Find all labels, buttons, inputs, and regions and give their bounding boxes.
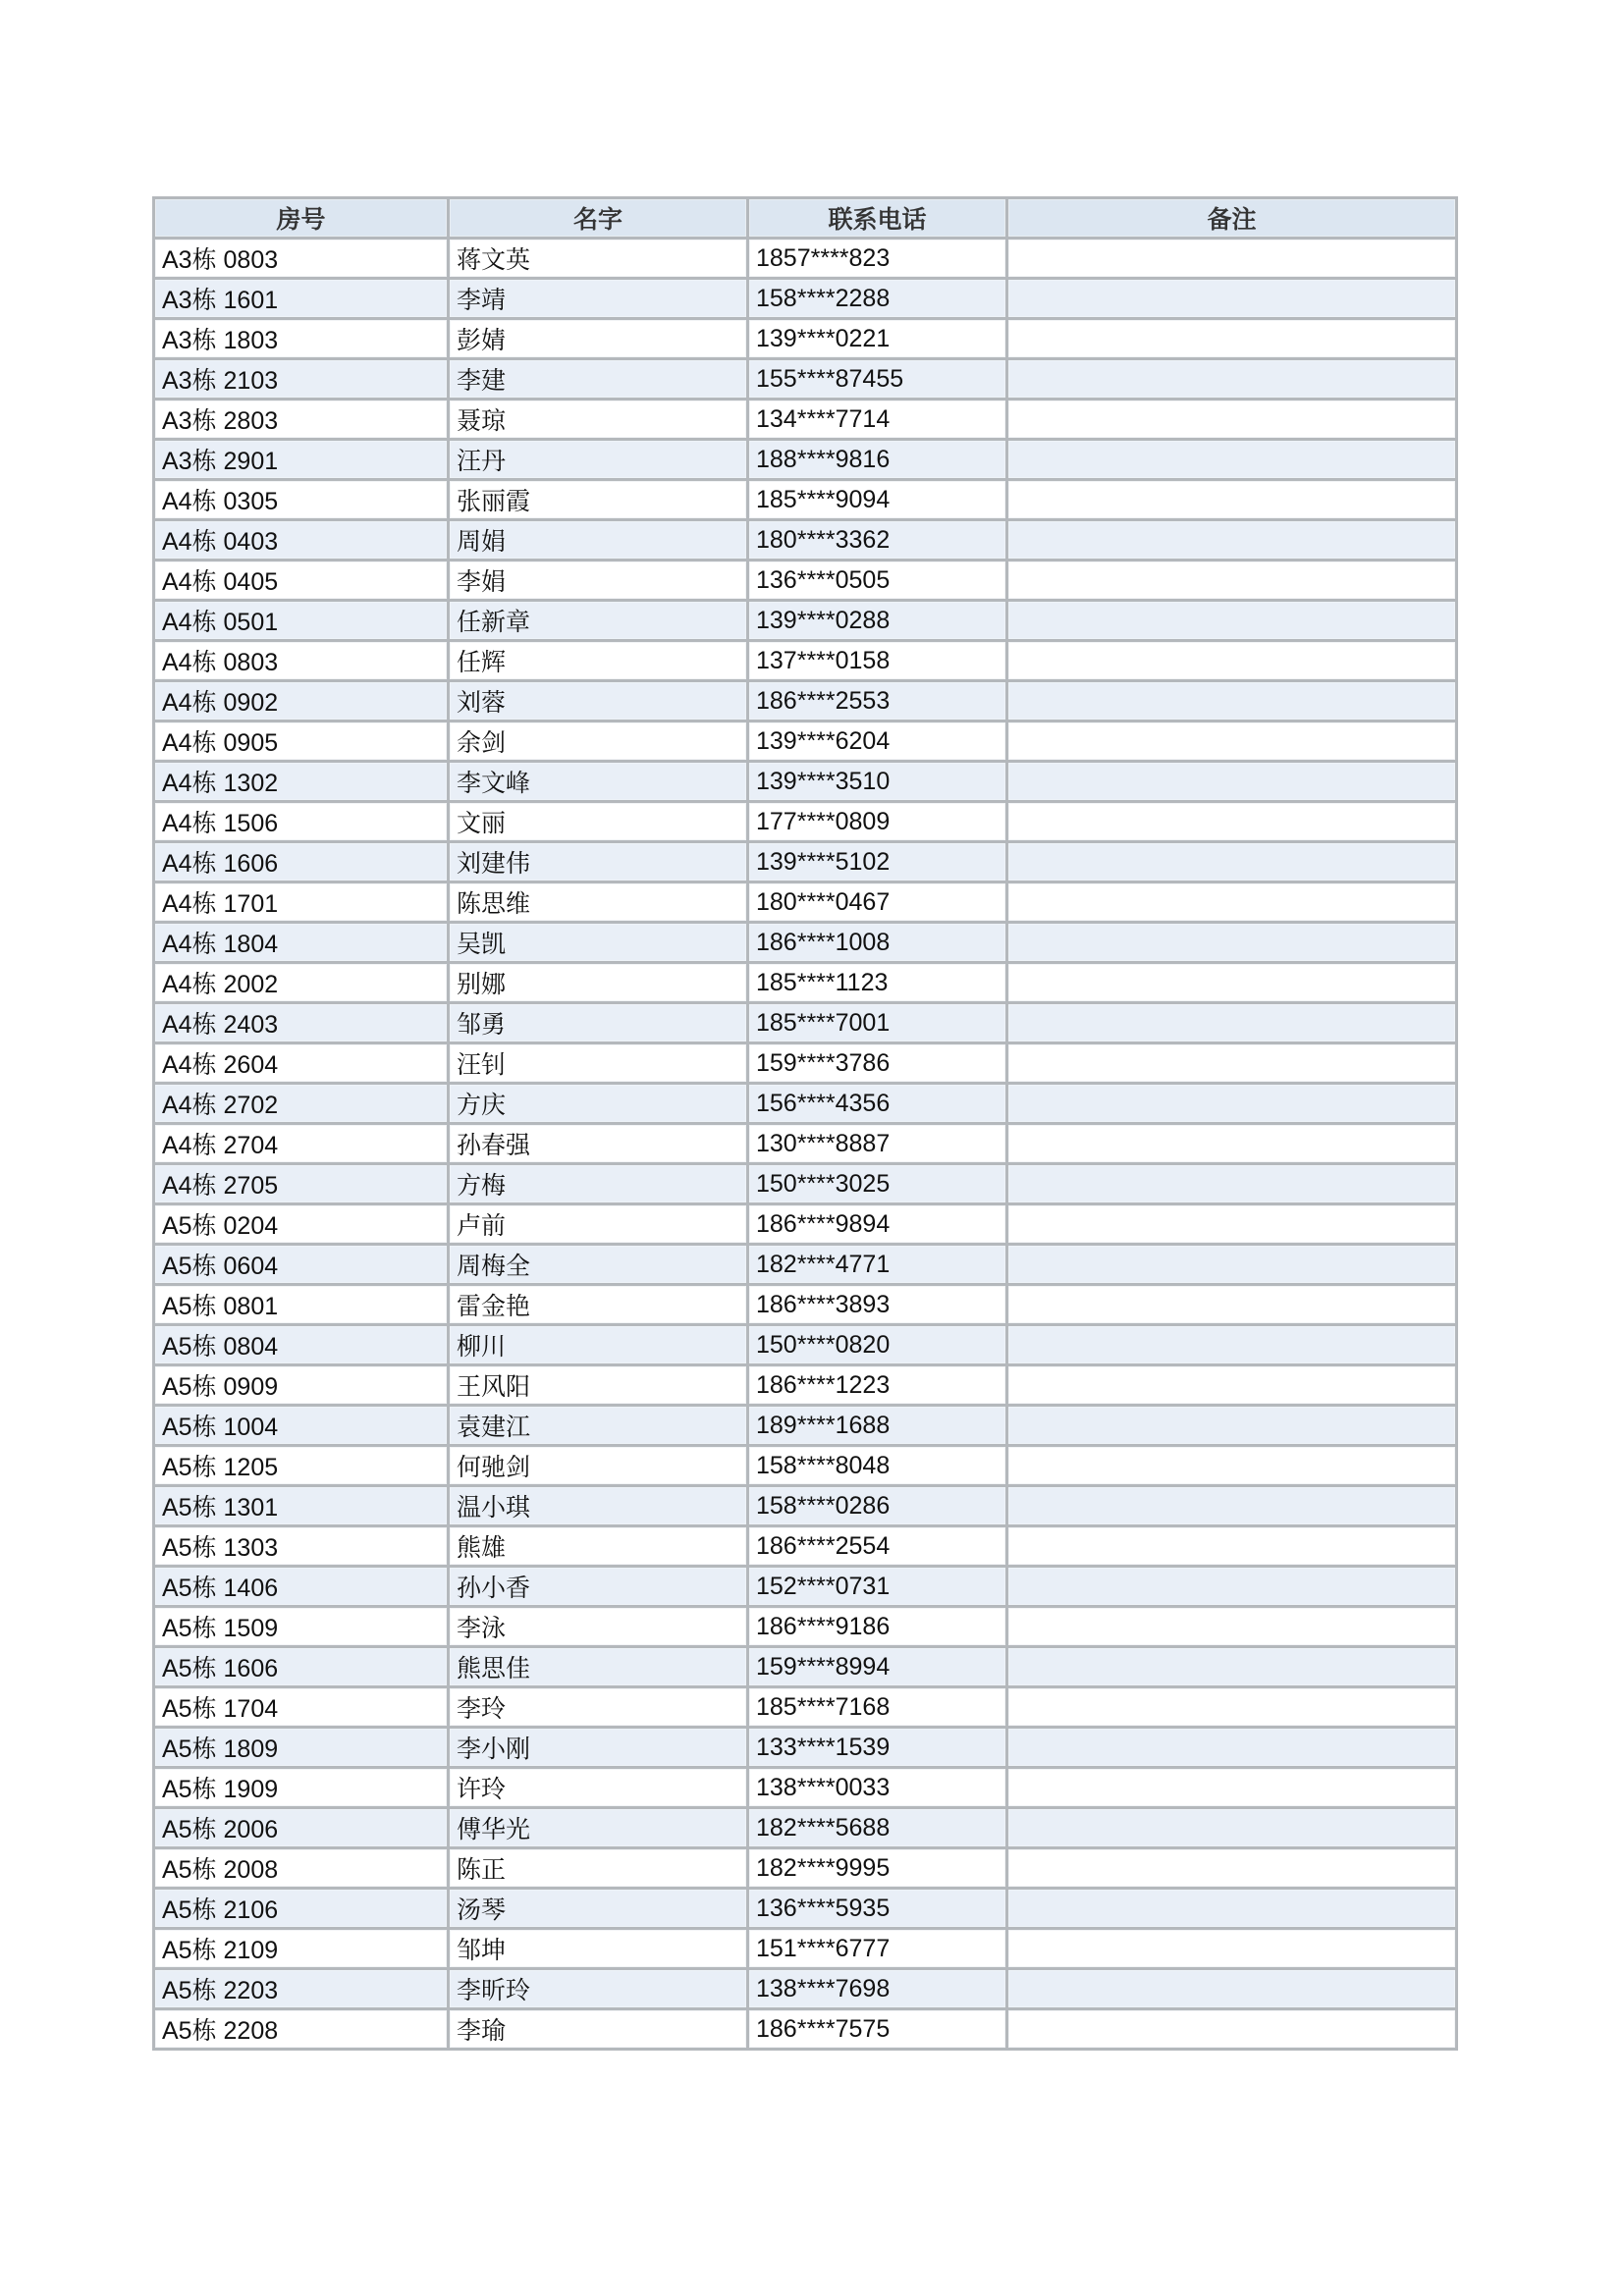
cell-phone: 182****4771 [749,1246,1005,1283]
table-row [155,280,1455,317]
cell-room: A5栋 0909 [155,1366,447,1404]
cell-note [1008,1487,1455,1524]
column-header-room: 房号 [155,199,447,237]
cell-name: 邹坤 [450,1930,746,1967]
cell-name: 邹勇 [450,1004,746,1041]
cell-name: 吴凯 [450,924,746,961]
cell-room: A4栋 0403 [155,521,447,559]
table-row [155,521,1455,559]
cell-room: A5栋 0204 [155,1205,447,1243]
cell-name: 张丽霞 [450,481,746,518]
cell-room: A5栋 1004 [155,1407,447,1444]
table-row [155,1044,1455,1082]
table-row [155,1608,1455,1645]
cell-room: A4栋 0305 [155,481,447,518]
cell-note [1008,400,1455,438]
cell-name: 刘建伟 [450,843,746,881]
cell-room: A5栋 1909 [155,1769,447,1806]
column-header-name: 名字 [450,199,746,237]
cell-phone: 188****9816 [749,441,1005,478]
cell-name: 陈正 [450,1849,746,1887]
cell-note [1008,924,1455,961]
table-row [155,1970,1455,2007]
cell-room: A5栋 1205 [155,1447,447,1484]
cell-name: 余剑 [450,722,746,760]
cell-name: 蒋文英 [450,240,746,277]
table-row [155,1729,1455,1766]
cell-room: A4栋 2403 [155,1004,447,1041]
cell-room: A3栋 1601 [155,280,447,317]
table-row [155,1326,1455,1363]
table-row [155,722,1455,760]
cell-phone: 159****3786 [749,1044,1005,1082]
resident-contact-table [152,196,1458,2051]
cell-phone: 186****2554 [749,1527,1005,1565]
cell-note [1008,320,1455,357]
cell-phone: 139****0288 [749,602,1005,639]
cell-phone: 180****0467 [749,883,1005,921]
cell-room: A5栋 0801 [155,1286,447,1323]
cell-name: 李文峰 [450,763,746,800]
cell-name: 温小琪 [450,1487,746,1524]
cell-name: 别娜 [450,964,746,1001]
cell-phone: 158****8048 [749,1447,1005,1484]
table-row [155,1930,1455,1967]
table-row [155,1407,1455,1444]
cell-note [1008,642,1455,679]
cell-phone: 180****3362 [749,521,1005,559]
cell-room: A3栋 1803 [155,320,447,357]
cell-room: A5栋 1303 [155,1527,447,1565]
cell-room: A5栋 2203 [155,1970,447,2007]
table-row [155,1487,1455,1524]
cell-room: A4栋 0803 [155,642,447,679]
table-row [155,1849,1455,1887]
cell-phone: 185****7168 [749,1688,1005,1726]
cell-phone: 158****0286 [749,1487,1005,1524]
cell-phone: 138****7698 [749,1970,1005,2007]
cell-name: 周梅全 [450,1246,746,1283]
table-row [155,2010,1455,2048]
column-header-phone: 联系电话 [749,199,1005,237]
table-row [155,1527,1455,1565]
cell-name: 何驰剑 [450,1447,746,1484]
cell-room: A4栋 0405 [155,561,447,599]
cell-name: 李靖 [450,280,746,317]
cell-note [1008,1688,1455,1726]
cell-note [1008,1044,1455,1082]
cell-note [1008,843,1455,881]
cell-room: A5栋 2106 [155,1890,447,1927]
cell-name: 周娟 [450,521,746,559]
cell-note [1008,360,1455,398]
cell-name: 李泳 [450,1608,746,1645]
cell-phone: 133****1539 [749,1729,1005,1766]
cell-note [1008,481,1455,518]
table-row [155,1366,1455,1404]
cell-note [1008,2010,1455,2048]
cell-note [1008,1004,1455,1041]
cell-phone: 185****1123 [749,964,1005,1001]
column-header-note: 备注 [1008,199,1455,237]
cell-note [1008,1769,1455,1806]
cell-phone: 177****0809 [749,803,1005,840]
cell-name: 熊思佳 [450,1648,746,1685]
cell-phone: 151****6777 [749,1930,1005,1967]
cell-name: 李建 [450,360,746,398]
cell-phone: 150****3025 [749,1165,1005,1202]
cell-phone: 139****0221 [749,320,1005,357]
cell-phone: 136****5935 [749,1890,1005,1927]
cell-name: 文丽 [450,803,746,840]
cell-note [1008,1205,1455,1243]
cell-name: 卢前 [450,1205,746,1243]
cell-note [1008,722,1455,760]
cell-phone: 155****87455 [749,360,1005,398]
cell-room: A4栋 0902 [155,682,447,720]
cell-room: A4栋 0501 [155,602,447,639]
cell-phone: 130****8887 [749,1125,1005,1162]
cell-name: 汤琴 [450,1890,746,1927]
cell-note [1008,280,1455,317]
cell-room: A3栋 0803 [155,240,447,277]
cell-room: A5栋 1704 [155,1688,447,1726]
cell-name: 傅华光 [450,1809,746,1846]
cell-phone: 134****7714 [749,400,1005,438]
cell-name: 王风阳 [450,1366,746,1404]
cell-room: A4栋 0905 [155,722,447,760]
table-row [155,561,1455,599]
cell-note [1008,1809,1455,1846]
cell-name: 聂琼 [450,400,746,438]
cell-phone: 186****9894 [749,1205,1005,1243]
cell-name: 方梅 [450,1165,746,1202]
cell-name: 任新章 [450,602,746,639]
cell-name: 李娟 [450,561,746,599]
cell-name: 孙春强 [450,1125,746,1162]
table-row [155,883,1455,921]
cell-note [1008,441,1455,478]
cell-note [1008,1165,1455,1202]
cell-phone: 186****1223 [749,1366,1005,1404]
cell-name: 雷金艳 [450,1286,746,1323]
cell-name: 李昕玲 [450,1970,746,2007]
cell-name: 柳川 [450,1326,746,1363]
cell-note [1008,1648,1455,1685]
table-row [155,1246,1455,1283]
cell-room: A4栋 2702 [155,1085,447,1122]
cell-phone: 152****0731 [749,1568,1005,1605]
cell-phone: 185****9094 [749,481,1005,518]
table-row [155,481,1455,518]
cell-phone: 1857****823 [749,240,1005,277]
cell-name: 袁建江 [450,1407,746,1444]
table-row [155,964,1455,1001]
cell-room: A3栋 2103 [155,360,447,398]
cell-name: 李小刚 [450,1729,746,1766]
table-row [155,1447,1455,1484]
cell-phone: 186****9186 [749,1608,1005,1645]
cell-phone: 139****5102 [749,843,1005,881]
cell-room: A3栋 2901 [155,441,447,478]
table-row [155,763,1455,800]
cell-note [1008,1085,1455,1122]
cell-room: A4栋 2002 [155,964,447,1001]
cell-note [1008,1125,1455,1162]
table-row [155,320,1455,357]
table-row [155,441,1455,478]
cell-phone: 139****6204 [749,722,1005,760]
cell-room: A5栋 2008 [155,1849,447,1887]
cell-room: A5栋 1301 [155,1487,447,1524]
table-body [155,240,1455,2048]
cell-room: A4栋 1506 [155,803,447,840]
header-row [155,199,1455,237]
cell-name: 李玲 [450,1688,746,1726]
cell-phone: 186****1008 [749,924,1005,961]
cell-phone: 150****0820 [749,1326,1005,1363]
cell-name: 任辉 [450,642,746,679]
cell-room: A4栋 1804 [155,924,447,961]
cell-note [1008,1930,1455,1967]
table-row [155,1688,1455,1726]
cell-room: A5栋 1809 [155,1729,447,1766]
table-row [155,1809,1455,1846]
table-row [155,1286,1455,1323]
cell-room: A5栋 1509 [155,1608,447,1645]
cell-name: 李瑜 [450,2010,746,2048]
cell-name: 许玲 [450,1769,746,1806]
cell-note [1008,1447,1455,1484]
cell-phone: 158****2288 [749,280,1005,317]
cell-note [1008,1568,1455,1605]
cell-note [1008,561,1455,599]
cell-room: A5栋 0604 [155,1246,447,1283]
table-row [155,924,1455,961]
cell-name: 熊雄 [450,1527,746,1565]
cell-phone: 136****0505 [749,561,1005,599]
cell-phone: 185****7001 [749,1004,1005,1041]
cell-name: 孙小香 [450,1568,746,1605]
cell-room: A4栋 2704 [155,1125,447,1162]
cell-note [1008,602,1455,639]
table-row [155,1648,1455,1685]
cell-note [1008,1286,1455,1323]
cell-phone: 182****5688 [749,1809,1005,1846]
table-row [155,1165,1455,1202]
table-row [155,1125,1455,1162]
cell-room: A5栋 1606 [155,1648,447,1685]
cell-phone: 189****1688 [749,1407,1005,1444]
table-row [155,400,1455,438]
cell-name: 汪钊 [450,1044,746,1082]
cell-room: A5栋 0804 [155,1326,447,1363]
cell-note [1008,1407,1455,1444]
cell-room: A5栋 2208 [155,2010,447,2048]
table-row [155,1085,1455,1122]
cell-note [1008,1849,1455,1887]
cell-room: A4栋 1701 [155,883,447,921]
cell-name: 汪丹 [450,441,746,478]
cell-note [1008,803,1455,840]
cell-room: A4栋 2604 [155,1044,447,1082]
cell-room: A3栋 2803 [155,400,447,438]
table-row [155,602,1455,639]
cell-name: 陈思维 [450,883,746,921]
cell-phone: 139****3510 [749,763,1005,800]
cell-note [1008,1970,1455,2007]
cell-phone: 137****0158 [749,642,1005,679]
table-row [155,1568,1455,1605]
cell-name: 彭婧 [450,320,746,357]
cell-note [1008,1326,1455,1363]
cell-room: A5栋 2109 [155,1930,447,1967]
cell-phone: 156****4356 [749,1085,1005,1122]
table-row [155,843,1455,881]
cell-phone: 138****0033 [749,1769,1005,1806]
cell-phone: 186****2553 [749,682,1005,720]
cell-note [1008,240,1455,277]
cell-note [1008,1527,1455,1565]
table-row [155,1205,1455,1243]
cell-note [1008,763,1455,800]
cell-phone: 182****9995 [749,1849,1005,1887]
cell-room: A4栋 1302 [155,763,447,800]
cell-phone: 186****3893 [749,1286,1005,1323]
cell-room: A5栋 2006 [155,1809,447,1846]
cell-note [1008,1890,1455,1927]
cell-name: 方庆 [450,1085,746,1122]
cell-note [1008,521,1455,559]
cell-phone: 186****7575 [749,2010,1005,2048]
cell-name: 刘蓉 [450,682,746,720]
cell-note [1008,682,1455,720]
table-row [155,1769,1455,1806]
table-row [155,1890,1455,1927]
table-row [155,803,1455,840]
cell-room: A4栋 1606 [155,843,447,881]
table-row [155,360,1455,398]
cell-note [1008,964,1455,1001]
cell-phone: 159****8994 [749,1648,1005,1685]
cell-note [1008,1366,1455,1404]
cell-note [1008,1608,1455,1645]
cell-note [1008,883,1455,921]
table-row [155,240,1455,277]
cell-room: A5栋 1406 [155,1568,447,1605]
table-row [155,1004,1455,1041]
cell-note [1008,1729,1455,1766]
cell-note [1008,1246,1455,1283]
table-row [155,682,1455,720]
cell-room: A4栋 2705 [155,1165,447,1202]
table-row [155,642,1455,679]
